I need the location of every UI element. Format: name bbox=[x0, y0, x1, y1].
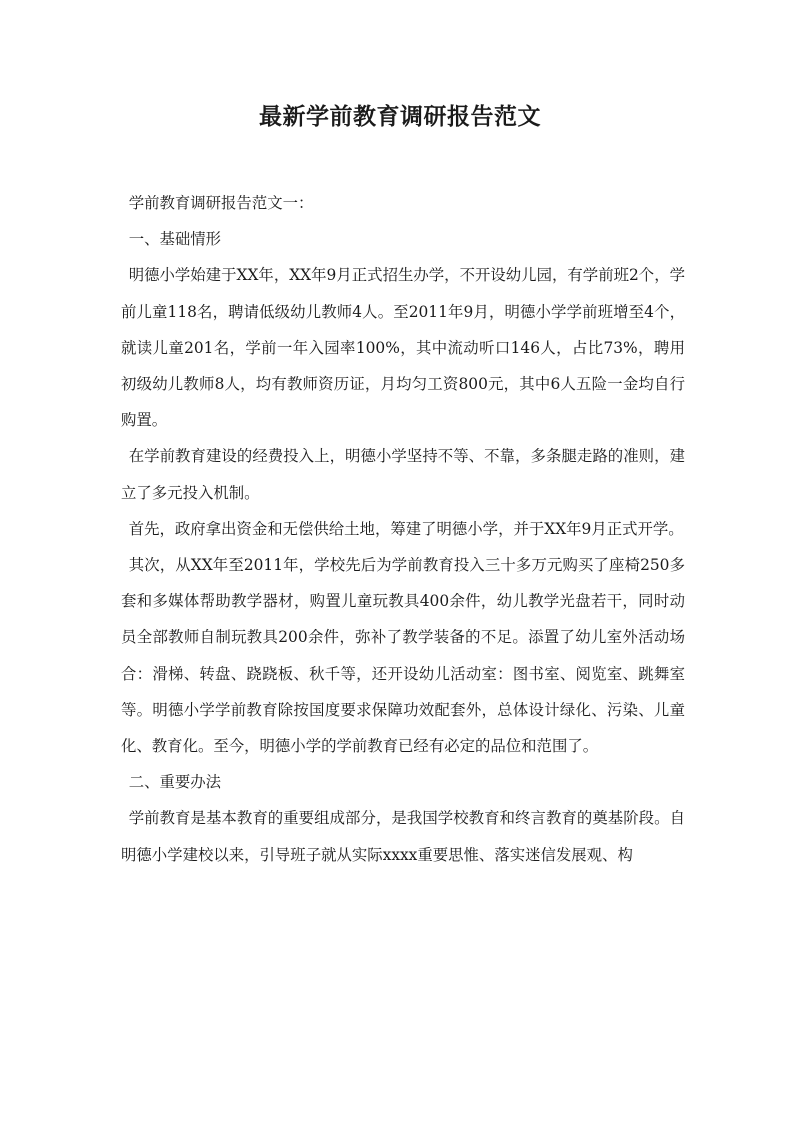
paragraph-basic-situation: 明德小学始建于XX年，XX年9月正式招生办学，不开设幼儿园，有学前班2个，学前儿童118名，聘请低级幼儿教师4人。至2011年9月，明德小学学前班增至4个，就读儿童201名，学前一年入园率100%，其中流动听口146人，占比73%，聘用初级幼儿教师8人，均有教师资历证，月均匀工资800元，其中6人五险一金均自行购置。 bbox=[121, 266, 685, 430]
section-heading-basic-situation: 一、基础情形 bbox=[128, 230, 222, 249]
paragraph-first: 首先，政府拿出资金和无偿供给土地，筹建了明德小学，并于XX年9月正式开学。 bbox=[128, 519, 684, 538]
paragraph-second: 其次，从XX年至2011年，学校先后为学前教育投入三十多万元购买了座椅250多套和多媒体帮助教学器材，购置儿童玩教具400余件，幼儿教学光盘若干，同时动员全部教师自制玩教具200余件，弥补了教学装备的不足。添置了幼儿室外活动场合：滑梯、转盘、跷跷板、秋千等，还开设幼儿活动室：图书室、阅览室、跳舞室等。明德小学学前教育除按国度要求保障功效配套外，总体设计绿化、污染、儿童化、教育化。至今，明德小学的学前教育已经有必定的品位和范围了。 bbox=[121, 556, 685, 756]
paragraph-funding: 在学前教育建设的经费投入上，明德小学坚持不等、不靠，多条腿走路的准则，建立了多元投入机制。 bbox=[121, 447, 685, 502]
document-title: 最新学前教育调研报告范文 bbox=[259, 103, 541, 130]
paragraph-key-measures: 学前教育是基本教育的重要组成部分，是我国学校教育和终言教育的奠基阶段。自明德小学建校以来，引导班子就从实际xxxx重要思惟、落实迷信发展观、构 bbox=[121, 809, 685, 864]
document-body bbox=[121, 185, 685, 873]
section-heading-key-measures: 二、重要办法 bbox=[128, 773, 222, 792]
paragraph-intro: 学前教育调研报告范文一： bbox=[128, 194, 314, 212]
